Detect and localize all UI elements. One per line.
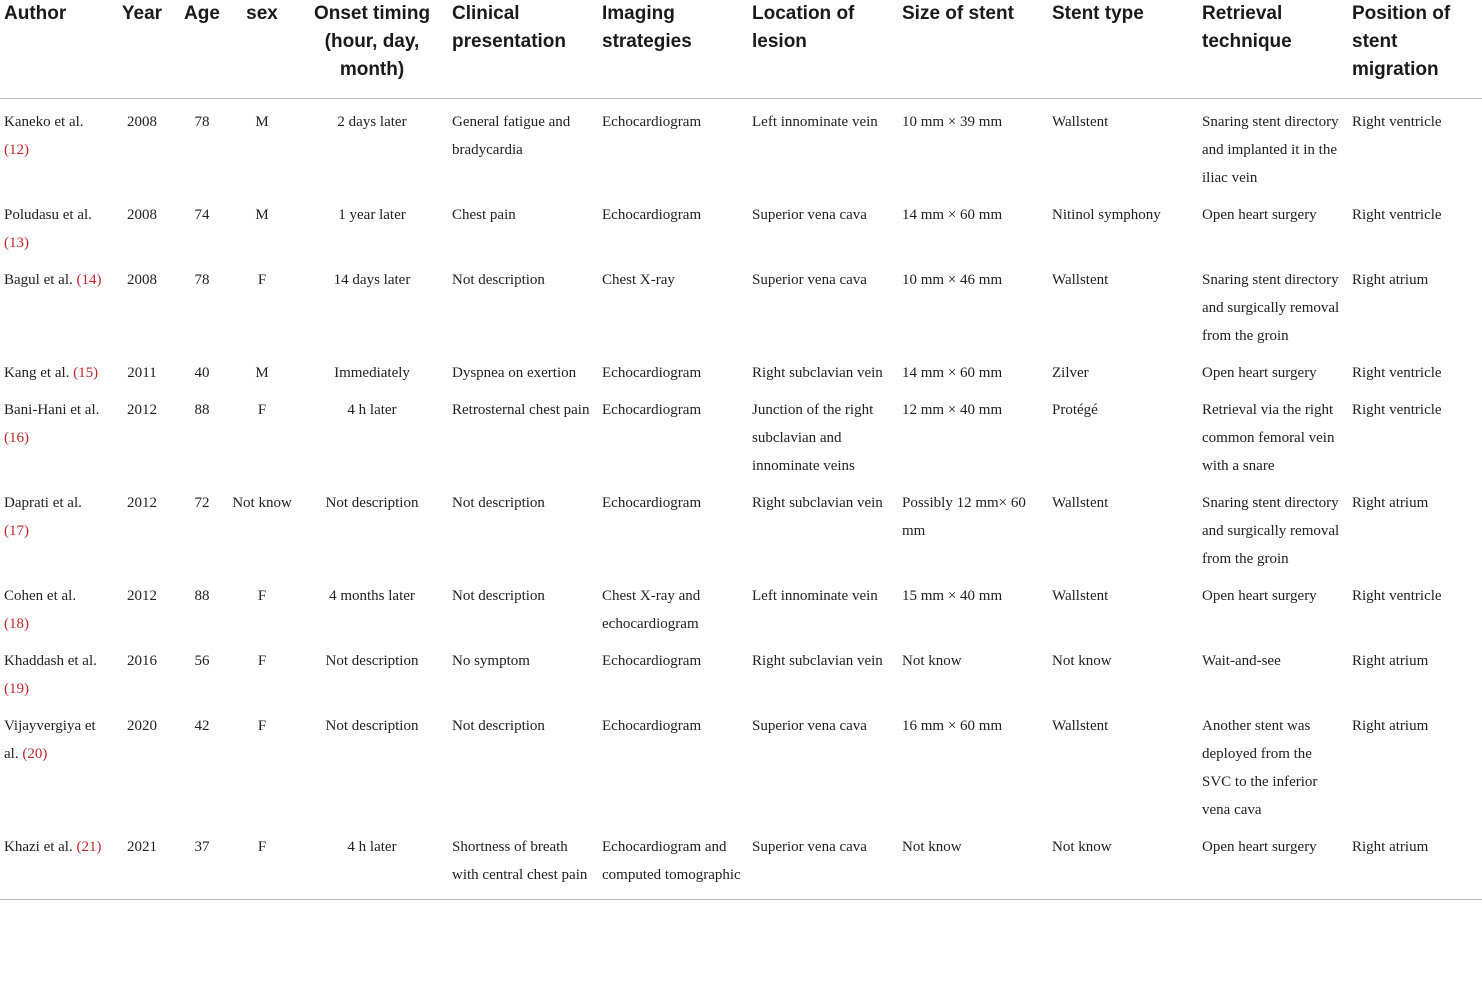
cell-sex: F	[257, 272, 267, 288]
author-name: Kang et al.	[4, 365, 70, 381]
cell-sex: Not know	[232, 495, 292, 511]
cell-stent-type: Zilver	[1052, 365, 1089, 381]
cell-clinical: Shortness of breath with central chest pain	[448, 824, 598, 900]
author-name: Poludasu et al.	[4, 207, 92, 223]
cell-clinical: General fatigue and bradycardia	[452, 114, 571, 158]
cell-size: 14 mm × 60 mm	[902, 365, 1003, 381]
cell-location: Right subclavian vein	[752, 365, 883, 381]
reference-link[interactable]: (13)	[4, 235, 29, 251]
table-row	[0, 192, 1482, 257]
table-row	[0, 573, 1482, 638]
cell-stent-type: Wallstent	[1052, 718, 1109, 734]
cell-year: 2012	[127, 588, 157, 604]
cell-year: 2012	[127, 495, 157, 511]
cell-position: Right ventricle	[1352, 365, 1442, 381]
cell-position: Right ventricle	[1352, 114, 1442, 130]
cell-imaging: Echocardiogram	[602, 718, 702, 734]
author-name: Daprati et al.	[4, 495, 82, 511]
cell-retrieval: Snaring stent directory and surgically removal from the groin	[1202, 495, 1340, 567]
cell-clinical: Not description	[452, 495, 545, 511]
cell-position: Right atrium	[1348, 824, 1482, 900]
cell-location: Superior vena cava	[752, 718, 867, 734]
cell-sex: F	[228, 824, 296, 900]
cell-stent-type: Not know	[1048, 824, 1198, 900]
header-position: Position of stent migration	[1348, 0, 1482, 99]
cell-retrieval: Open heart surgery	[1202, 207, 1317, 223]
cell-retrieval: Open heart surgery	[1198, 824, 1348, 900]
cell-onset: Not description	[325, 495, 419, 511]
header-stent-type: Stent type	[1048, 0, 1198, 99]
cell-imaging: Echocardiogram	[602, 365, 702, 381]
cell-imaging: Chest X-ray and echocardiogram	[602, 588, 701, 632]
cell-stent-type: Wallstent	[1052, 495, 1109, 511]
cell-imaging: Echocardiogram	[602, 653, 702, 669]
reference-link[interactable]: (15)	[73, 365, 99, 381]
cell-year: 2008	[127, 207, 157, 223]
cell-imaging: Echocardiogram	[602, 402, 702, 418]
cell-imaging: Echocardiogram	[602, 495, 702, 511]
cell-location: Junction of the right subclavian and innominate veins	[752, 402, 874, 474]
cell-author	[0, 824, 108, 900]
table-row	[0, 387, 1482, 480]
cell-year: 2016	[127, 653, 157, 669]
header-imaging: Imaging strategies	[598, 0, 748, 99]
cell-location: Right subclavian vein	[752, 495, 883, 511]
cell-stent-type: Wallstent	[1052, 114, 1109, 130]
cell-size: Possibly 12 mm× 60 mm	[902, 495, 1026, 539]
cell-author	[0, 573, 108, 638]
reference-link[interactable]: (20)	[22, 746, 48, 762]
reference-link[interactable]: (21)	[76, 839, 102, 855]
header-retrieval: Retrieval technique	[1198, 0, 1348, 99]
cell-imaging: Chest X-ray	[602, 272, 675, 288]
cell-retrieval: Open heart surgery	[1202, 365, 1317, 381]
cell-location: Superior vena cava	[752, 272, 867, 288]
cell-stent-type: Wallstent	[1052, 272, 1109, 288]
cell-age: 37	[176, 824, 228, 900]
cell-age: 42	[194, 718, 210, 734]
cell-clinical: Chest pain	[452, 207, 516, 223]
cell-location: Superior vena cava	[748, 824, 898, 900]
cell-clinical: Retrosternal chest pain	[452, 402, 590, 418]
cell-onset: 4 h later	[296, 824, 448, 900]
cell-year: 2008	[127, 272, 157, 288]
cell-position: Right atrium	[1352, 718, 1429, 734]
cell-author	[0, 99, 108, 193]
cell-author	[0, 638, 108, 703]
cell-age: 88	[194, 588, 210, 604]
cell-retrieval: Snaring stent directory and surgically removal from the groin	[1202, 272, 1340, 344]
cell-onset: 14 days later	[333, 272, 411, 288]
table-row	[0, 99, 1482, 193]
cell-position: Right ventricle	[1352, 588, 1442, 604]
cell-author	[0, 192, 108, 257]
cell-stent-type: Nitinol symphony	[1052, 207, 1161, 223]
cell-sex: F	[257, 402, 267, 418]
cell-stent-type: Wallstent	[1052, 588, 1109, 604]
cell-age: 74	[194, 207, 210, 223]
cell-clinical: Not description	[452, 588, 545, 604]
cell-size: Not know	[902, 653, 962, 669]
cell-age: 78	[194, 272, 210, 288]
header-row	[0, 0, 1482, 99]
cell-sex: F	[257, 588, 267, 604]
reference-link[interactable]: (16)	[4, 430, 29, 446]
reference-link[interactable]: (14)	[76, 272, 102, 288]
cell-year: 2020	[127, 718, 157, 734]
cell-onset: 1 year later	[338, 207, 406, 223]
cell-onset: Not description	[325, 653, 419, 669]
reference-link[interactable]: (12)	[4, 142, 29, 158]
author-name: Bani-Hani et al.	[4, 402, 100, 418]
cell-clinical: Dyspnea on exertion	[452, 365, 577, 381]
cell-position: Right ventricle	[1352, 402, 1442, 418]
cell-clinical: Not description	[452, 272, 545, 288]
cell-retrieval: Snaring stent directory and implanted it in the iliac vein	[1202, 114, 1339, 186]
cell-clinical: No symptom	[452, 653, 530, 669]
author-name: Vijayvergiya et al.	[4, 718, 96, 762]
header-age: Age	[176, 0, 228, 99]
cell-size: 10 mm × 46 mm	[902, 272, 1003, 288]
cell-stent-type: Not know	[1052, 653, 1112, 669]
cell-age: 40	[194, 365, 210, 381]
cell-sex: M	[255, 365, 269, 381]
cell-age: 72	[194, 495, 210, 511]
author-name: Kaneko et al.	[4, 114, 84, 130]
cell-year: 2021	[108, 824, 176, 900]
cell-retrieval: Another stent was deployed from the SVC to the inferior vena cava	[1202, 718, 1318, 818]
cell-clinical: Not description	[452, 718, 545, 734]
table-row	[0, 638, 1482, 703]
cell-sex: F	[257, 653, 267, 669]
cell-retrieval: Wait-and-see	[1202, 653, 1281, 669]
cell-year: 2012	[127, 402, 157, 418]
header-year: Year	[108, 0, 176, 99]
cell-onset: Immediately	[334, 365, 410, 381]
cell-position: Right atrium	[1352, 495, 1429, 511]
table-row	[0, 480, 1482, 573]
cell-onset: 4 months later	[329, 588, 415, 604]
header-location: Location of lesion	[748, 0, 898, 99]
cell-author	[0, 257, 108, 350]
cell-size: 14 mm × 60 mm	[902, 207, 1003, 223]
reference-link[interactable]: (17)	[4, 523, 29, 539]
cell-author	[0, 480, 108, 573]
cell-location: Right subclavian vein	[752, 653, 883, 669]
cell-onset: Not description	[325, 718, 419, 734]
cell-stent-type: Protégé	[1052, 402, 1098, 418]
cell-position: Right atrium	[1352, 272, 1429, 288]
reference-link[interactable]: (19)	[4, 681, 29, 697]
cell-position: Right ventricle	[1352, 207, 1442, 223]
cell-age: 78	[194, 114, 210, 130]
header-clinical: Clinical presentation	[448, 0, 598, 99]
cell-retrieval: Retrieval via the right common femoral vein with a snare	[1202, 402, 1335, 474]
table-body	[0, 99, 1482, 900]
cell-imaging: Echocardiogram	[602, 114, 702, 130]
cell-sex: M	[255, 114, 269, 130]
header-sex: sex	[228, 0, 296, 99]
cell-year: 2008	[127, 114, 157, 130]
cell-size: 12 mm × 40 mm	[902, 402, 1003, 418]
cell-imaging: Echocardiogram and computed tomographic	[598, 824, 748, 900]
author-name: Khaddash et al.	[4, 653, 97, 669]
cell-author	[0, 703, 108, 824]
author-name: Cohen et al.	[4, 588, 77, 604]
cell-size: Not know	[898, 824, 1048, 900]
header-size: Size of stent	[898, 0, 1048, 99]
cell-onset: 4 h later	[347, 402, 397, 418]
cell-age: 56	[194, 653, 210, 669]
header-author: Author	[0, 0, 108, 99]
cell-onset: 2 days later	[337, 114, 407, 130]
cell-location: Left innominate vein	[752, 588, 878, 604]
cell-position: Right atrium	[1352, 653, 1429, 669]
cell-sex: F	[257, 718, 267, 734]
cell-size: 16 mm × 60 mm	[902, 718, 1003, 734]
cell-year: 2011	[127, 365, 157, 381]
cell-age: 88	[194, 402, 210, 418]
cell-sex: M	[255, 207, 269, 223]
cell-location: Left innominate vein	[752, 114, 878, 130]
cell-author	[0, 387, 108, 480]
author-name: Khazi et al.	[4, 839, 73, 855]
table-row	[0, 703, 1482, 824]
cell-retrieval: Open heart surgery	[1202, 588, 1317, 604]
cell-location: Superior vena cava	[752, 207, 867, 223]
table-header	[0, 0, 1482, 99]
cell-imaging: Echocardiogram	[602, 207, 702, 223]
table-row	[0, 257, 1482, 350]
table-row	[0, 824, 1482, 900]
header-onset: Onset timing (hour, day, month)	[296, 0, 448, 99]
cell-size: 15 mm × 40 mm	[902, 588, 1003, 604]
author-name: Bagul et al.	[4, 272, 73, 288]
cell-author	[0, 350, 108, 387]
table-row	[0, 350, 1482, 387]
cell-size: 10 mm × 39 mm	[902, 114, 1003, 130]
reference-link[interactable]: (18)	[4, 616, 29, 632]
